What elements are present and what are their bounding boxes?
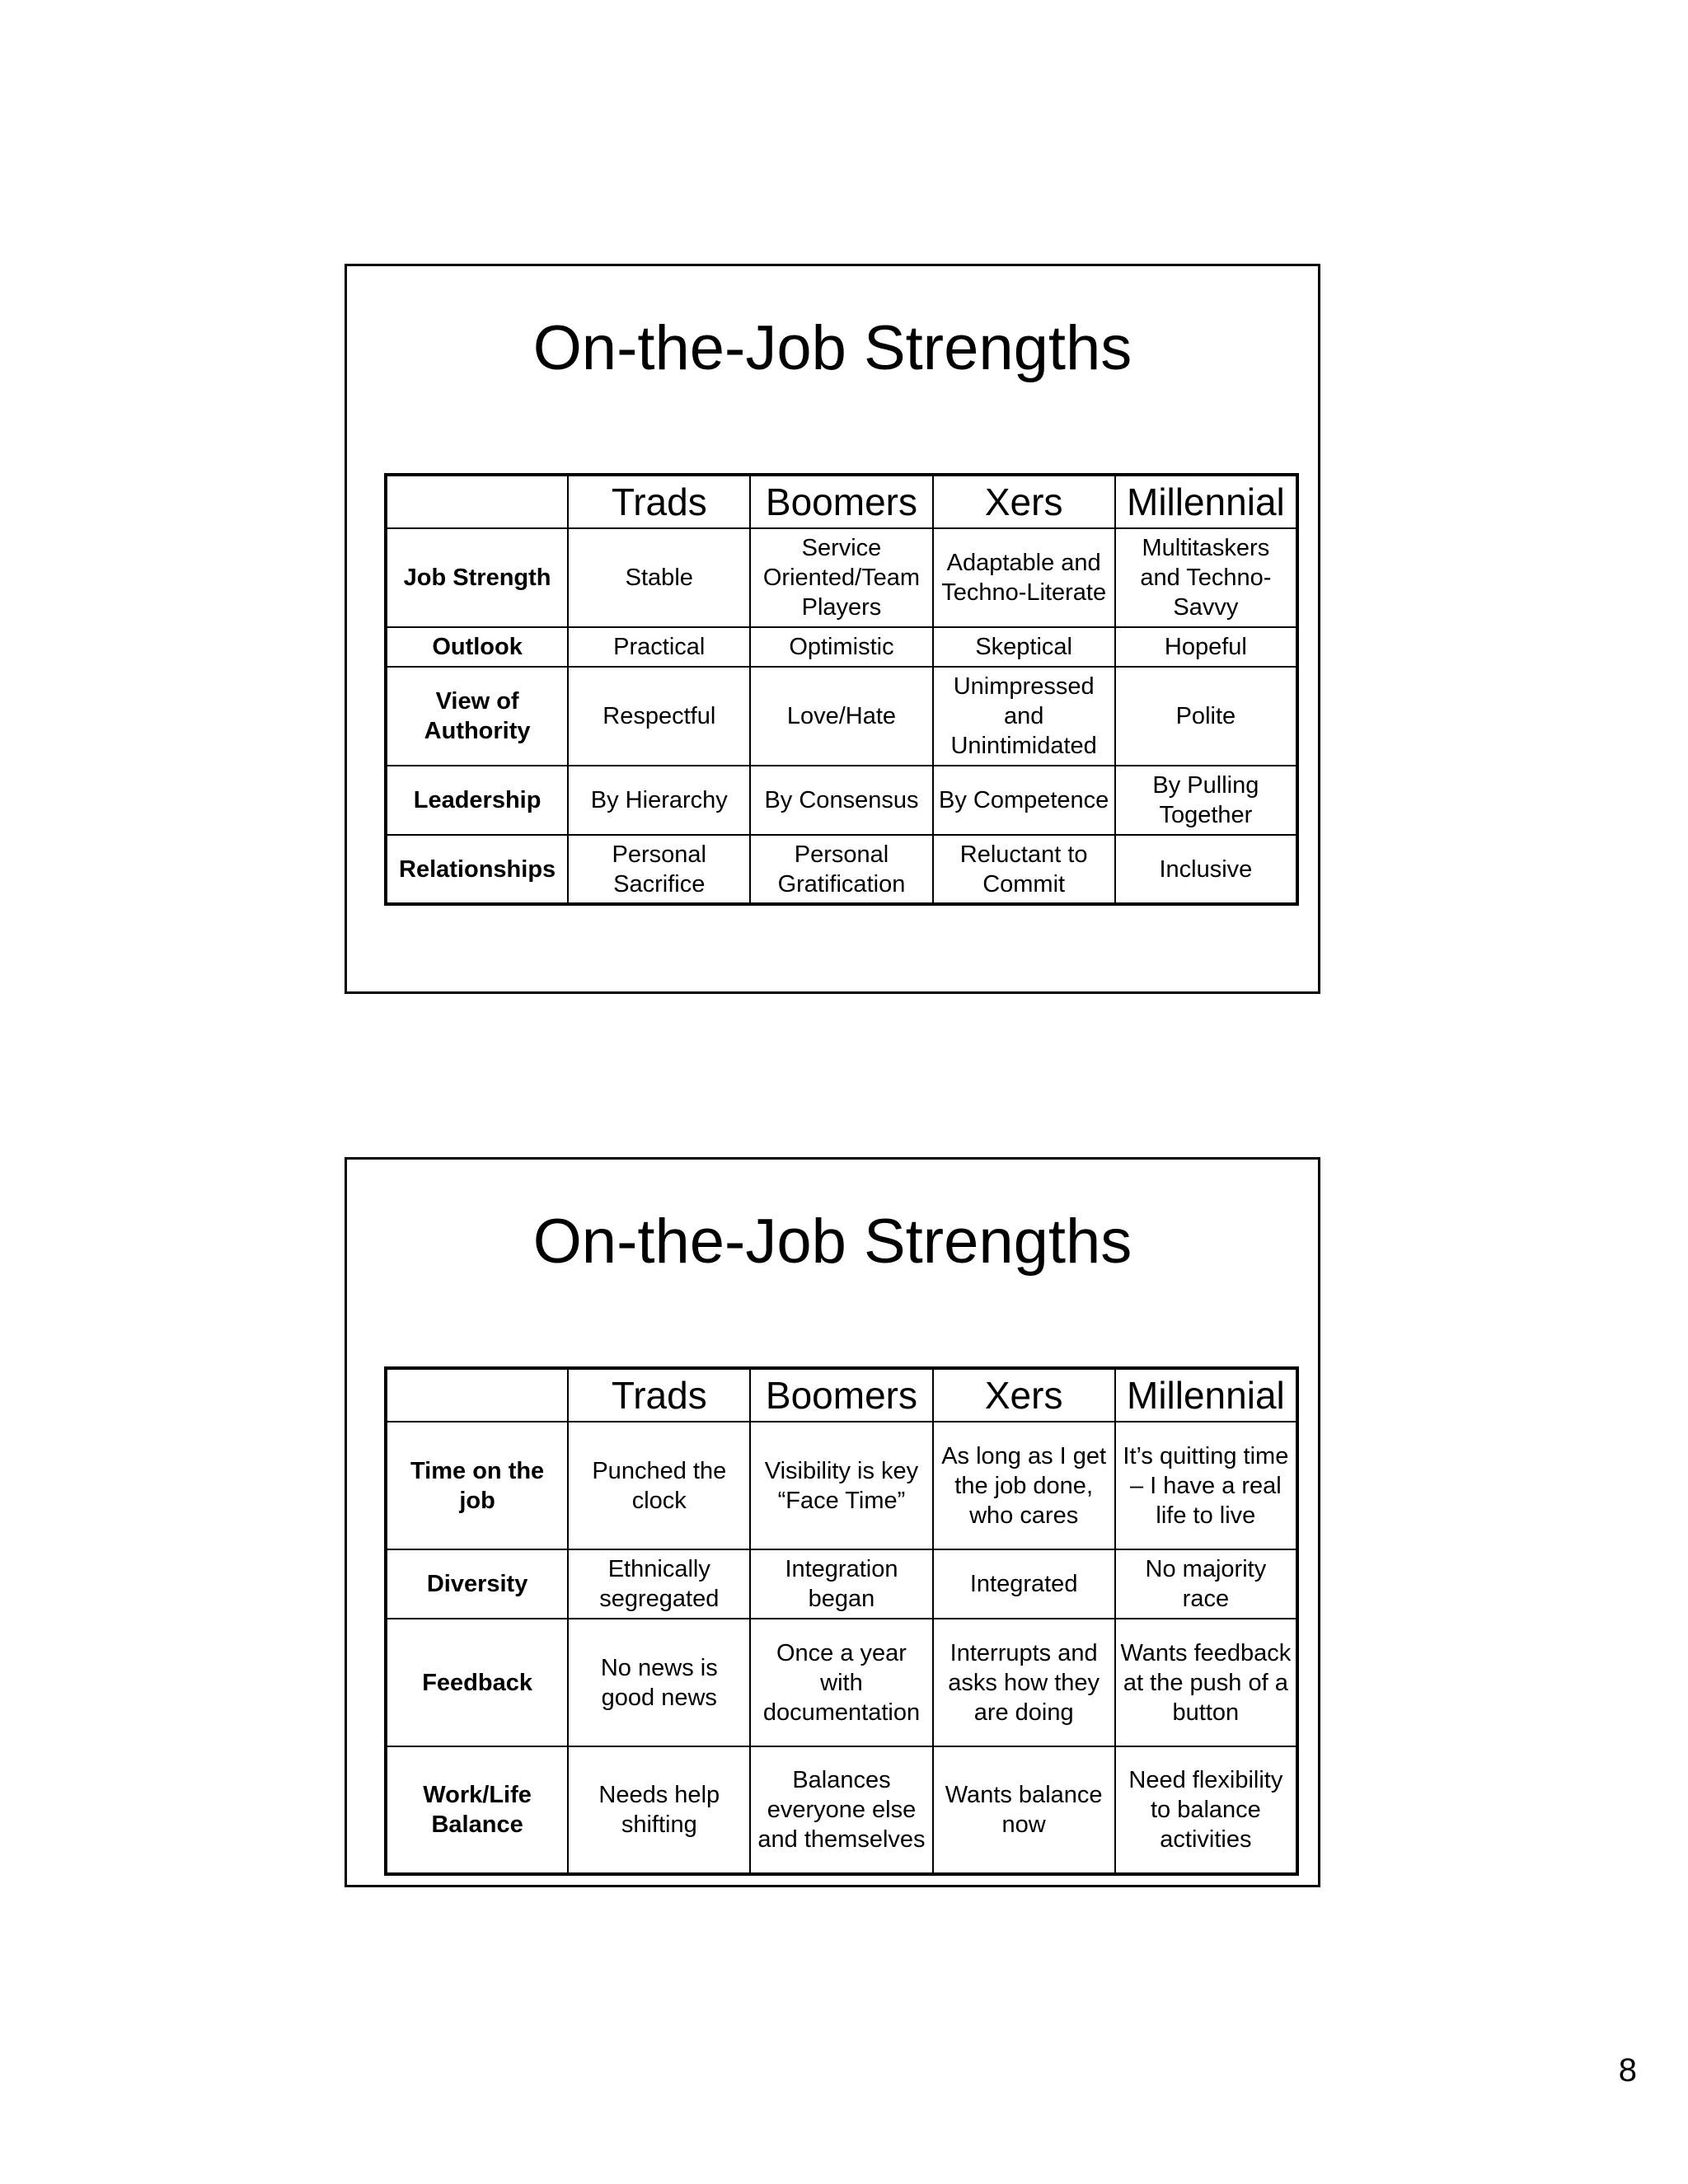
table-cell: Interrupts and asks how they are doing xyxy=(933,1619,1115,1746)
row-label: Work/Life Balance xyxy=(386,1746,568,1874)
column-header-xers: Xers xyxy=(933,1368,1115,1422)
table-row xyxy=(386,766,1297,835)
row-label: Job Strength xyxy=(386,528,568,627)
column-header-trads: Trads xyxy=(568,475,750,528)
slide-1 xyxy=(345,264,1320,994)
table-cell: Wants balance now xyxy=(933,1746,1115,1874)
table-header-row xyxy=(386,475,1297,528)
table-cell: Need flexibility to balance activities xyxy=(1115,1746,1297,1874)
table-cell: Personal Sacrifice xyxy=(568,835,750,904)
table-row xyxy=(386,1549,1297,1619)
table-cell: Hopeful xyxy=(1115,627,1297,667)
slide-title: On-the-Job Strengths xyxy=(532,1207,1132,1277)
column-header-boomers: Boomers xyxy=(750,475,932,528)
page-number: 8 xyxy=(1618,2052,1637,2088)
table-header-row xyxy=(386,1368,1297,1422)
table-cell: Punched the clock xyxy=(568,1422,750,1549)
table-cell: Inclusive xyxy=(1115,835,1297,904)
table-cell: No majority race xyxy=(1115,1549,1297,1619)
row-label: Diversity xyxy=(386,1549,568,1619)
table-cell: Multitaskers and Techno-Savvy xyxy=(1115,528,1297,627)
table-cell: By Hierarchy xyxy=(568,766,750,835)
table-row xyxy=(386,835,1297,904)
table-cell: Practical xyxy=(568,627,750,667)
table-cell: Personal Gratification xyxy=(750,835,932,904)
slide-2 xyxy=(345,1157,1320,1887)
table-cell: Integration began xyxy=(750,1549,932,1619)
table-cell: Respectful xyxy=(568,667,750,766)
column-header-boomers: Boomers xyxy=(750,1368,932,1422)
table-row xyxy=(386,528,1297,627)
column-header-millennial: Millennial xyxy=(1115,1368,1297,1422)
column-header-xers: Xers xyxy=(933,475,1115,528)
row-label: View of Authority xyxy=(386,667,568,766)
table-cell: Reluctant to Commit xyxy=(933,835,1115,904)
table-cell: Unimpressed and Unintimidated xyxy=(933,667,1115,766)
strengths-table xyxy=(384,473,1299,906)
table-cell: Polite xyxy=(1115,667,1297,766)
table-row xyxy=(386,1746,1297,1874)
table-cell: Optimistic xyxy=(750,627,932,667)
table-cell: Wants feedback at the push of a button xyxy=(1115,1619,1297,1746)
row-label: Feedback xyxy=(386,1619,568,1746)
table-row xyxy=(386,667,1297,766)
table-row xyxy=(386,627,1297,667)
table-cell: Service Oriented/Team Players xyxy=(750,528,932,627)
row-label: Time on the job xyxy=(386,1422,568,1549)
table-cell: By Consensus xyxy=(750,766,932,835)
header-corner-cell xyxy=(386,1368,568,1422)
table-cell: Needs help shifting xyxy=(568,1746,750,1874)
table-row xyxy=(386,1619,1297,1746)
table-row xyxy=(386,1422,1297,1549)
row-label: Outlook xyxy=(386,627,568,667)
column-header-trads: Trads xyxy=(568,1368,750,1422)
table-cell: Once a year with documentation xyxy=(750,1619,932,1746)
column-header-millennial: Millennial xyxy=(1115,475,1297,528)
table-cell: As long as I get the job done, who cares xyxy=(933,1422,1115,1549)
table-cell: Balances everyone else and themselves xyxy=(750,1746,932,1874)
header-corner-cell xyxy=(386,475,568,528)
strengths-table xyxy=(384,1366,1299,1876)
table-cell: By Competence xyxy=(933,766,1115,835)
table-cell: Integrated xyxy=(933,1549,1115,1619)
table-cell: Love/Hate xyxy=(750,667,932,766)
table-cell: Adaptable and Techno-Literate xyxy=(933,528,1115,627)
table-cell: By Pulling Together xyxy=(1115,766,1297,835)
row-label: Leadership xyxy=(386,766,568,835)
table-cell: No news is good news xyxy=(568,1619,750,1746)
table-cell: Visibility is key “Face Time” xyxy=(750,1422,932,1549)
row-label: Relationships xyxy=(386,835,568,904)
table-cell: Stable xyxy=(568,528,750,627)
slide-title: On-the-Job Strengths xyxy=(532,313,1132,383)
table-cell: It’s quitting time – I have a real life to live xyxy=(1115,1422,1297,1549)
table-cell: Skeptical xyxy=(933,627,1115,667)
table-cell: Ethnically segregated xyxy=(568,1549,750,1619)
